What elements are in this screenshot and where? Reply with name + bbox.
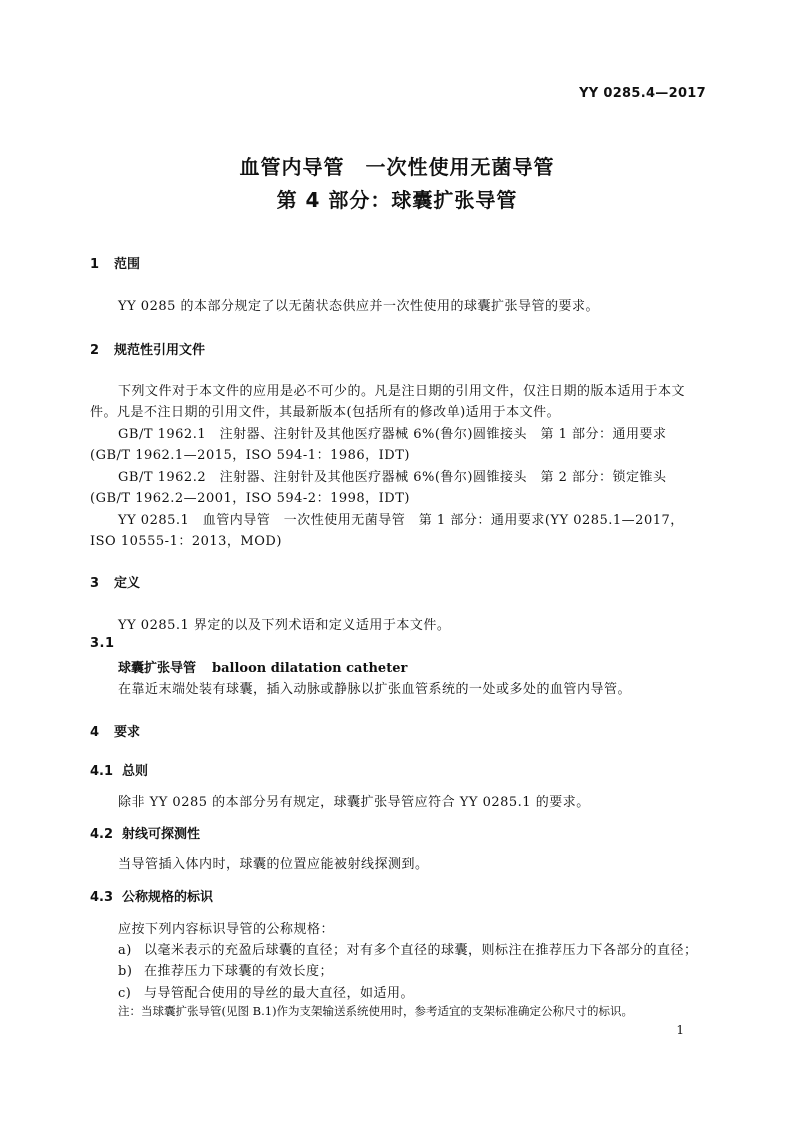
section-1-paragraph: YY 0285 的本部分规定了以无菌状态供应并一次性使用的球囊扩张导管的要求。 <box>118 299 600 314</box>
subsection-4-2-heading <box>90 823 200 842</box>
subsection-4-2-paragraph: 当导管插入体内时，球囊的位置应能被射线探测到。 <box>118 857 429 872</box>
term-definition: 在靠近末端处装有球囊，插入动脉或静脉以扩张血管系统的一处或多处的血管内导管。 <box>118 682 632 697</box>
reference-1-line1: GB/T 1962.1 注射器、注射针及其他医疗器械 6%(鲁尔)圆锥接头 第 1 部分：通用要求 <box>118 427 667 442</box>
list-item-text: 与导管配合使用的导丝的最大直径，如适用。 <box>144 986 415 1001</box>
term-chinese: 球囊扩张导管 <box>118 661 197 676</box>
subsection-title: 射线可探测性 <box>122 827 201 842</box>
subsection-number: 4.2 <box>90 827 114 842</box>
section-number: 2 <box>90 343 100 358</box>
section-2-heading <box>90 339 205 358</box>
term-english: balloon dilatation catheter <box>212 661 408 676</box>
list-item-c <box>118 982 414 1001</box>
reference-2-line2: (GB/T 1962.2—2001，ISO 594-2：1998，IDT) <box>90 491 410 506</box>
subsection-3-1-number: 3.1 <box>90 636 115 651</box>
section-2-paragraph-line2: 件。凡是不注日期的引用文件，其最新版本(包括所有的修改单)适用于本文件。 <box>90 405 561 420</box>
section-title: 要求 <box>114 725 141 740</box>
term-entry <box>118 657 407 676</box>
subsection-number: 4.1 <box>90 764 114 779</box>
section-3-paragraph: YY 0285.1 界定的以及下列术语和定义适用于本文件。 <box>118 618 451 633</box>
list-item-text: 在推荐压力下球囊的有效长度； <box>144 964 334 979</box>
section-title: 规范性引用文件 <box>114 343 206 358</box>
reference-3-line2: ISO 10555-1：2013，MOD) <box>90 534 282 549</box>
subsection-4-3-paragraph: 应按下列内容标识导管的公称规格： <box>118 922 335 937</box>
section-1-heading <box>90 253 140 272</box>
list-item-text: 以毫米表示的充盈后球囊的直径；对有多个直径的球囊，则标注在推荐压力下各部分的直径； <box>144 943 698 958</box>
section-number: 1 <box>90 257 100 272</box>
section-4-heading <box>90 721 140 740</box>
section-title: 范围 <box>114 257 141 272</box>
subsection-4-3-heading <box>90 886 213 905</box>
list-item-a <box>118 939 698 958</box>
list-item-label: c) <box>118 986 132 1001</box>
list-item-b <box>118 960 333 979</box>
page-number: 1 <box>676 1023 684 1037</box>
subsection-title: 公称规格的标识 <box>122 890 214 905</box>
subsection-4-1-heading <box>90 760 148 779</box>
section-title: 定义 <box>114 576 141 591</box>
note: 注：当球囊扩张导管(见图 B.1)作为支架输送系统使用时，参考适宜的支架标准确定公称尺寸的标识。 <box>118 1004 634 1018</box>
list-item-label: b) <box>118 964 133 979</box>
document-title-line1: 血管内导管 一次性使用无菌导管 <box>239 155 555 179</box>
reference-2-line1: GB/T 1962.2 注射器、注射针及其他医疗器械 6%(鲁尔)圆锥接头 第 2 部分：锁定锥头 <box>118 470 667 485</box>
section-3-heading <box>90 572 140 591</box>
subsection-4-1-paragraph: 除非 YY 0285 的本部分另有规定，球囊扩张导管应符合 YY 0285.1 的要求。 <box>118 795 590 810</box>
section-number: 3 <box>90 576 100 591</box>
standard-code: YY 0285.4—2017 <box>579 86 706 101</box>
list-item-label: a) <box>118 943 132 958</box>
section-number: 4 <box>90 725 100 740</box>
section-2-paragraph-line1: 下列文件对于本文件的应用是必不可少的。凡是注日期的引用文件，仅注日期的版本适用于本文 <box>118 384 686 399</box>
subsection-number: 4.3 <box>90 890 114 905</box>
document-title-line2: 第 4 部分：球囊扩张导管 <box>276 188 518 212</box>
reference-1-line2: (GB/T 1962.1—2015，ISO 594-1：1986，IDT) <box>90 448 410 463</box>
subsection-title: 总则 <box>122 764 149 779</box>
reference-3-line1: YY 0285.1 血管内导管 一次性使用无菌导管 第 1 部分：通用要求(YY 0285.1—2017， <box>118 513 684 528</box>
